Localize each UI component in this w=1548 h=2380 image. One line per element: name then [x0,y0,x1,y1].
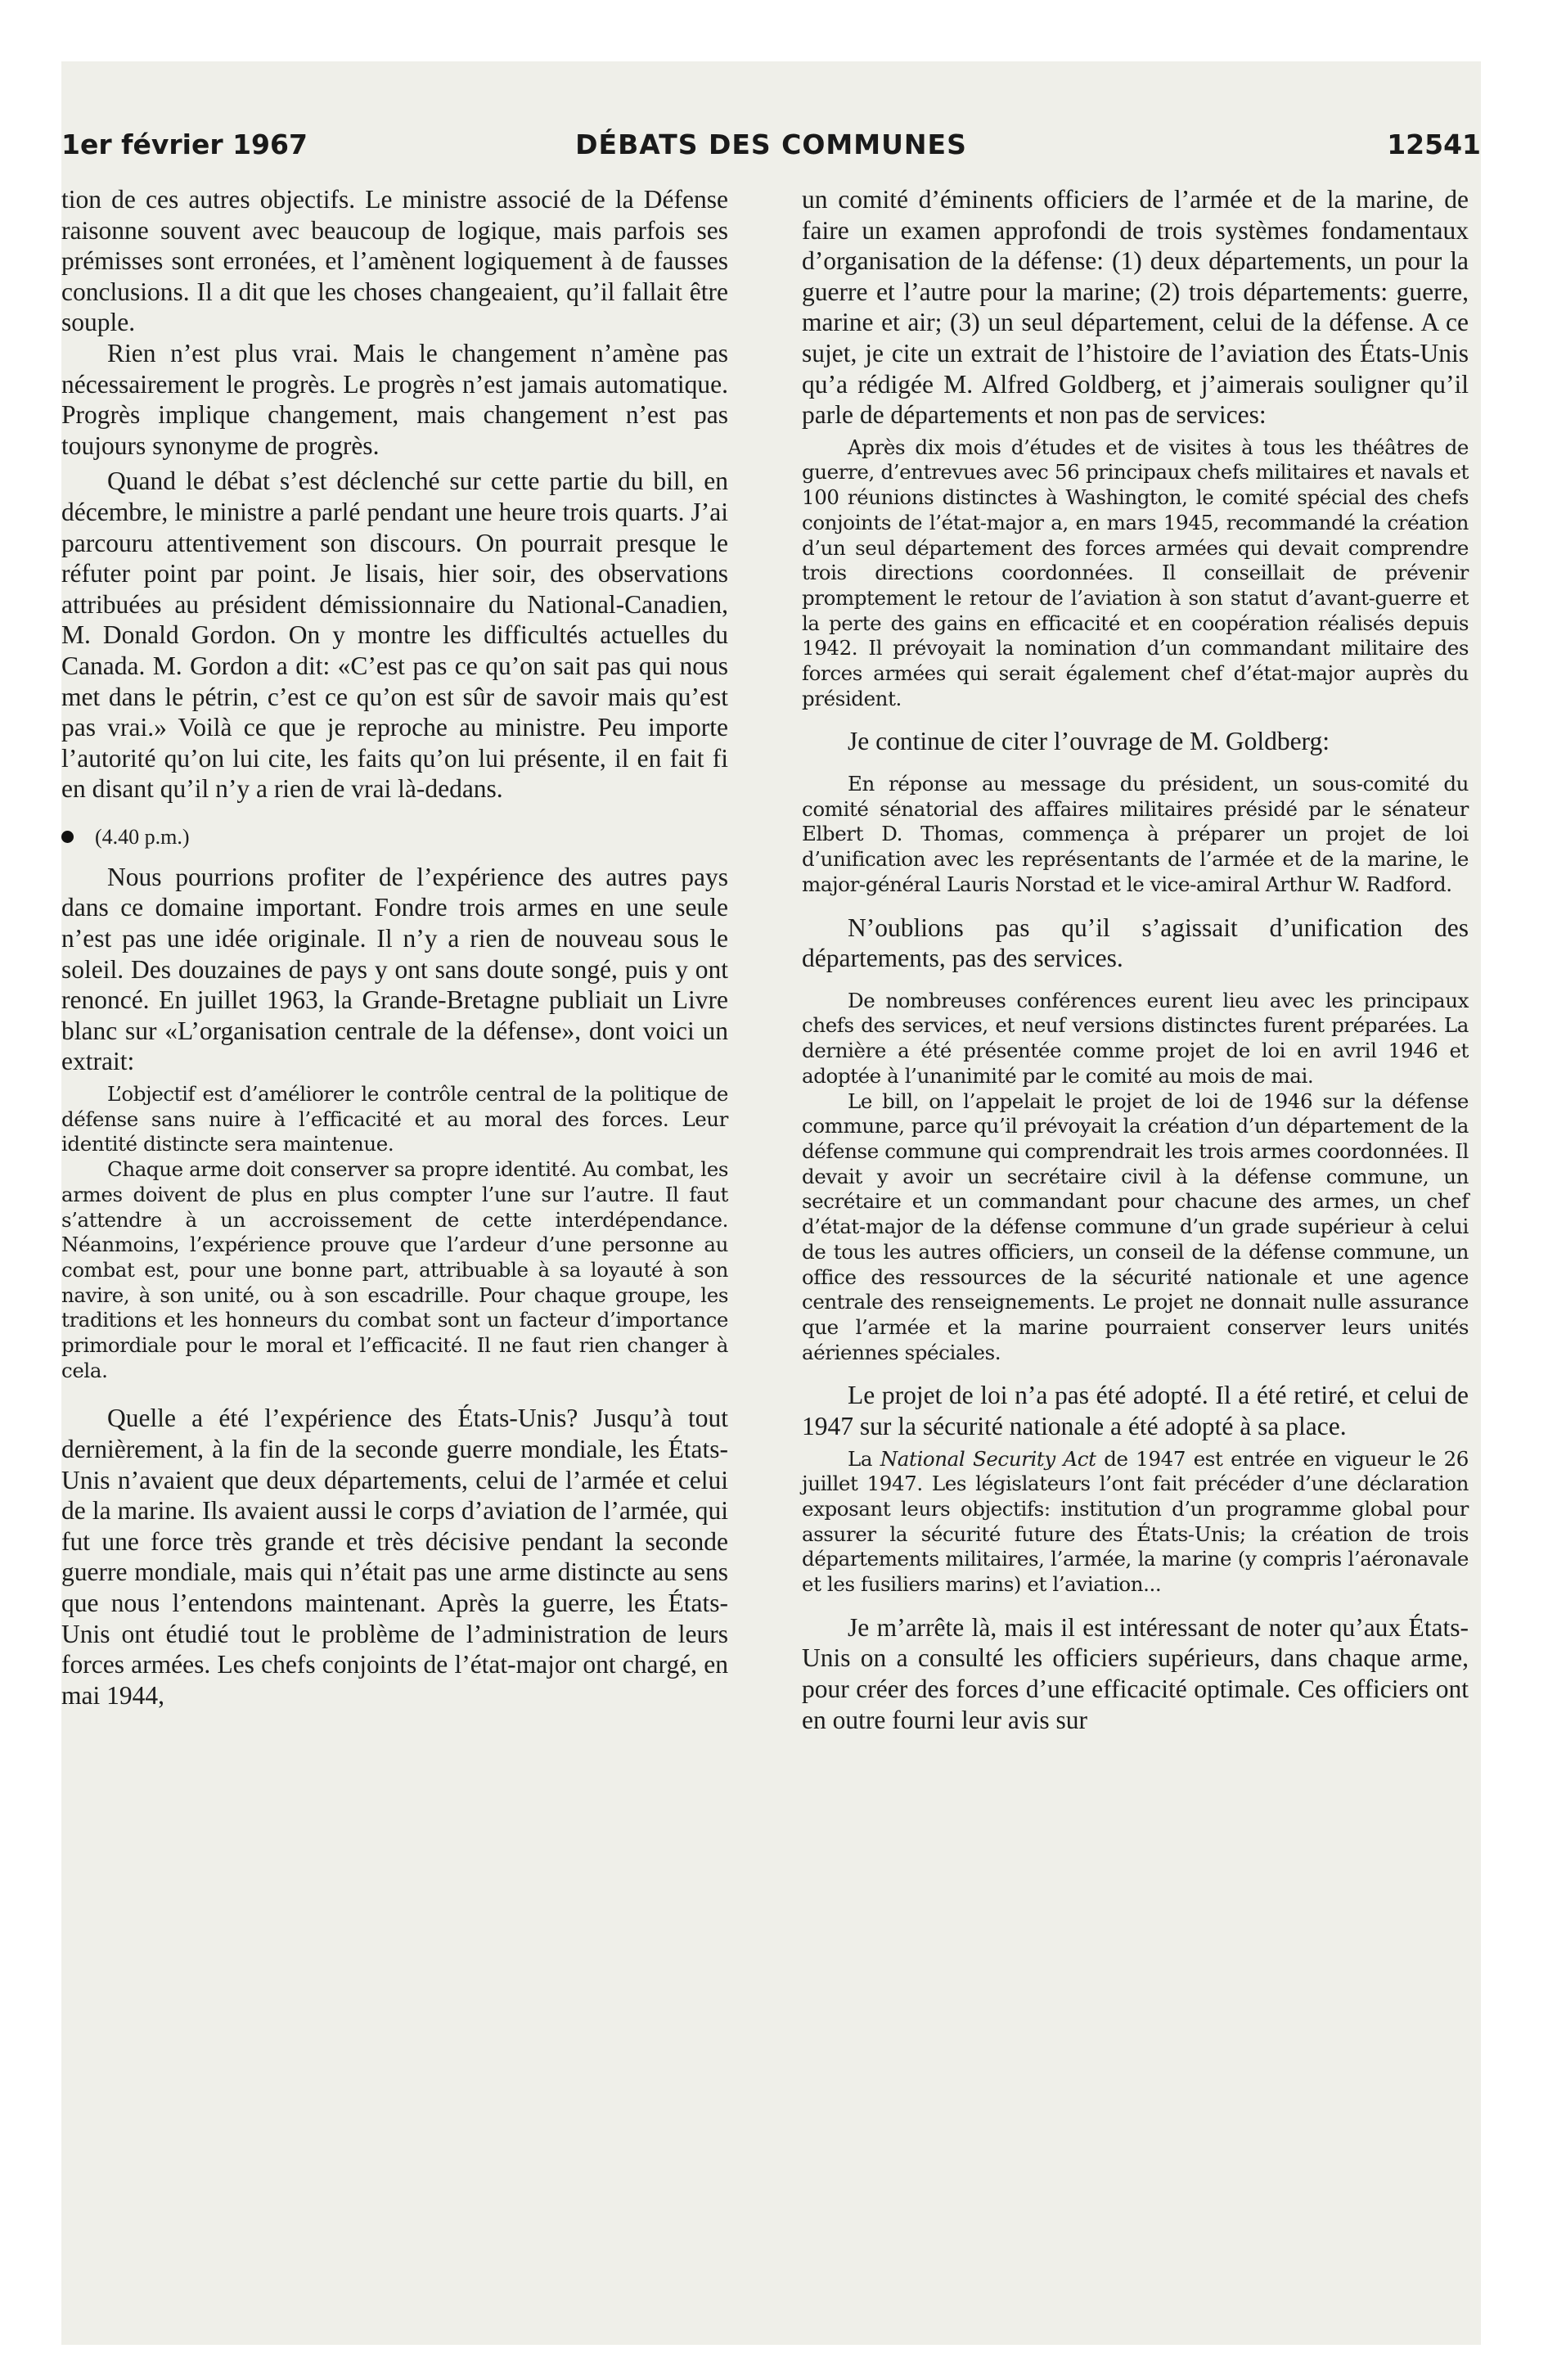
header-page-number: 12541 [1387,128,1481,160]
paragraph: un comité d’éminents officiers de l’armée et de la marine, de faire un examen approfondi de trois systèmes fondamentaux d’organisation de la défense: (1) deux départements, un pour la guerre et l’autre pour la marine; (2) trois départements: guerre, marine et air; (3) un seul département, celui de la défense. A ce sujet, je cite un extrait de l’histoire de l’aviation des États-Unis qu’a rédigée M. Alfred Goldberg, et j’aimerais souligner qu’il parle de départements et non pas de services: [802,185,1469,430]
page [61,61,1481,2345]
block-quote: Après dix mois d’études et de visites à tous les théâtres de guerre, d’entrevues avec 56 principaux chefs militaires et navals et 100 réunions distinctes à Washington, le comité spécial des chefs conjoints de l’état-major a, en mars 1945, recommandé la création d’un seul département des forces armées qui devait comprendre trois directions coordonnées. Il conseillait de prévenir promptement le retour de l’aviation à son statut d’avant-guerre et la perte des gains en efficacité et en coopération réalisés depuis 1942. Il prévoyait la nomination d’un commandant militaire des forces armées qui serait également chef d’état-major auprès du président. [802,435,1469,710]
block-quote: En réponse au message du président, un sous-comité du comité sénatorial des affaires militaires présidé par le sénateur Elbert D. Thomas, commença à préparer un projet de loi d’unification avec les représentants de l’armée et de la marine, le major-général Lauris Norstad et le vice-amiral Arthur W. Radford. [802,772,1469,896]
paragraph: Nous pourrions profiter de l’expérience des autres pays dans ce domaine important. Fondre trois armes en une seule n’est pas une idée originale. Il n’y a rien de nouveau sous le soleil. Des douzaines de pays y ont sans doute songé, puis y ont renoncé. En juillet 1963, la Grande-Bretagne publiait un Livre blanc sur «L’organisation centrale de la défense», dont voici un extrait: [61,862,728,1076]
paragraph: Je m’arrête là, mais il est intéressant de noter qu’aux États-Unis on a consulté les officiers supérieurs, dans chaque arme, pour créer des forces d’une efficacité optimale. Ces officiers ont en outre fourni leur avis sur [802,1612,1469,1734]
paragraph: Je continue de citer l’ouvrage de M. Goldberg: [848,727,1330,756]
header-journal-title: DÉBATS DES COMMUNES [575,128,967,160]
block-quote [802,1447,1469,1598]
block-quote: Chaque arme doit conserver sa propre identité. Au combat, les armes doivent de plus en plus compter l’une sur l’autre. Il faut s’attendre à un accroissement de cette interdépendance. Néanmoins, l’expérience prouve que l’ardeur d’une personne au combat est, pour une bonne part, attribuable à sa loyauté à son navire, à son unité, ou à son escadrille. Pour chaque groupe, les traditions et les honneurs du combat sont un facteur d’importance primordiale pour le moral et l’efficacité. Il ne faut rien changer à cela. [61,1157,728,1382]
right-column [802,184,1469,1735]
header-date: 1er février 1967 [61,128,308,160]
block-quote: Le bill, on l’appelait le projet de loi de 1946 sur la défense commune, parce qu’il prévoyait la création d’un département de la défense commune qui comprendrait les trois armes coordonnées. Il devait y avoir un secrétaire civil à la défense commune, un secrétaire et un commandant pour chacune des armes, un chef d’état-major de la défense commune d’un grade supérieur à celui de tous les autres officiers, un conseil de la défense commune, un office des ressources de la sécurité nationale et une agence centrale des renseignements. Le projet ne donnait nulle assurance que l’armée et la marine pourraient conserver leurs unités aériennes spéciales. [802,1089,1469,1364]
paragraph: Quand le débat s’est déclenché sur cette partie du bill, en décembre, le ministre a parlé pendant une heure trois quarts. J’ai parcouru attentivement son discours. On pourrait presque le réfuter point par point. Je lisais, hier soir, des observations attribuées au président démissionnaire du National-Canadien, M. Donald Gordon. On y montre les difficultés actuelles du Canada. M. Gordon a dit: «C’est pas ce qu’on sait pas qui nous met dans le pétrin, c’est ce qu’on est sûr de savoir mais qu’est pas vrai.» Voilà ce que je reproche au ministre. Peu importe l’autorité qu’on lui cite, les faits qu’on lui présente, il en fait fi en disant qu’il n’y a rien de vrai là-dedans. [61,467,728,804]
page-header [61,128,1481,169]
act-title: National Security Act [880,1446,1096,1471]
block-quote: L’objectif est d’améliorer le contrôle central de la politique de défense sans nuire à l’efficacité et au moral des forces. Leur identité distincte sera maintenue. [61,1082,728,1156]
block-quote: De nombreuses conférences eurent lieu avec les principaux chefs des services, et neuf versions distinctes furent préparées. La dernière a été présentée comme projet de loi en avril 1946 et adoptée à l’unanimité par le comité au mois de mai. [802,988,1469,1088]
time-stamp: (4.40 p.m.) [95,824,190,849]
quote-text: de 1947 est entrée en vigueur le 26 juillet 1947. Les législateurs l’ont fait précéder d’une déclaration exposant leurs objectifs: institution d’un programme global pour assurer la sécurité future des États-Unis; la création de trois départements militaires, l’armée, la marine (y compris l’aéronavale et les fusiliers marins) et l’aviation... [802,1446,1469,1597]
paragraph: N’oublions pas qu’il s’agissait d’unification des départements, pas des services. [802,913,1469,973]
paragraph: Le projet de loi n’a pas été adopté. Il a été retiré, et celui de 1947 sur la sécurité nationale a été adopté à sa place. [802,1381,1469,1440]
paragraph: tion de ces autres objectifs. Le ministre associé de la Défense raisonne souvent avec beaucoup de logique, mais parfois ses prémisses sont erronées, et l’amènent logiquement à de fausses conclusions. Il a dit que les choses changeaient, qu’il fallait être souple. [61,185,728,337]
quote-text: La [848,1446,880,1471]
time-marker [61,823,728,852]
bullet-icon [61,831,74,843]
left-column [61,184,728,1711]
paragraph: Quelle a été l’expérience des États-Unis? Jusqu’à tout dernièrement, à la fin de la seconde guerre mondiale, les États-Unis n’avaient que deux départements, celui de l’armée et celui de la marine. Ils avaient aussi le corps d’aviation de l’armée, qui fut une force très grande et très décisive pendant la seconde guerre mondiale, mais qui n’était pas une arme distincte au sens que nous l’entendons maintenant. Après la guerre, les États-Unis ont étudié tout le problème de l’administration de leurs forces armées. Les chefs conjoints de l’état-major ont chargé, en mai 1944, [61,1404,728,1710]
paragraph: Rien n’est plus vrai. Mais le changement n’amène pas nécessairement le progrès. Le progrès n’est jamais automatique. Progrès implique changement, mais changement n’est pas toujours synonyme de progrès. [61,338,728,460]
